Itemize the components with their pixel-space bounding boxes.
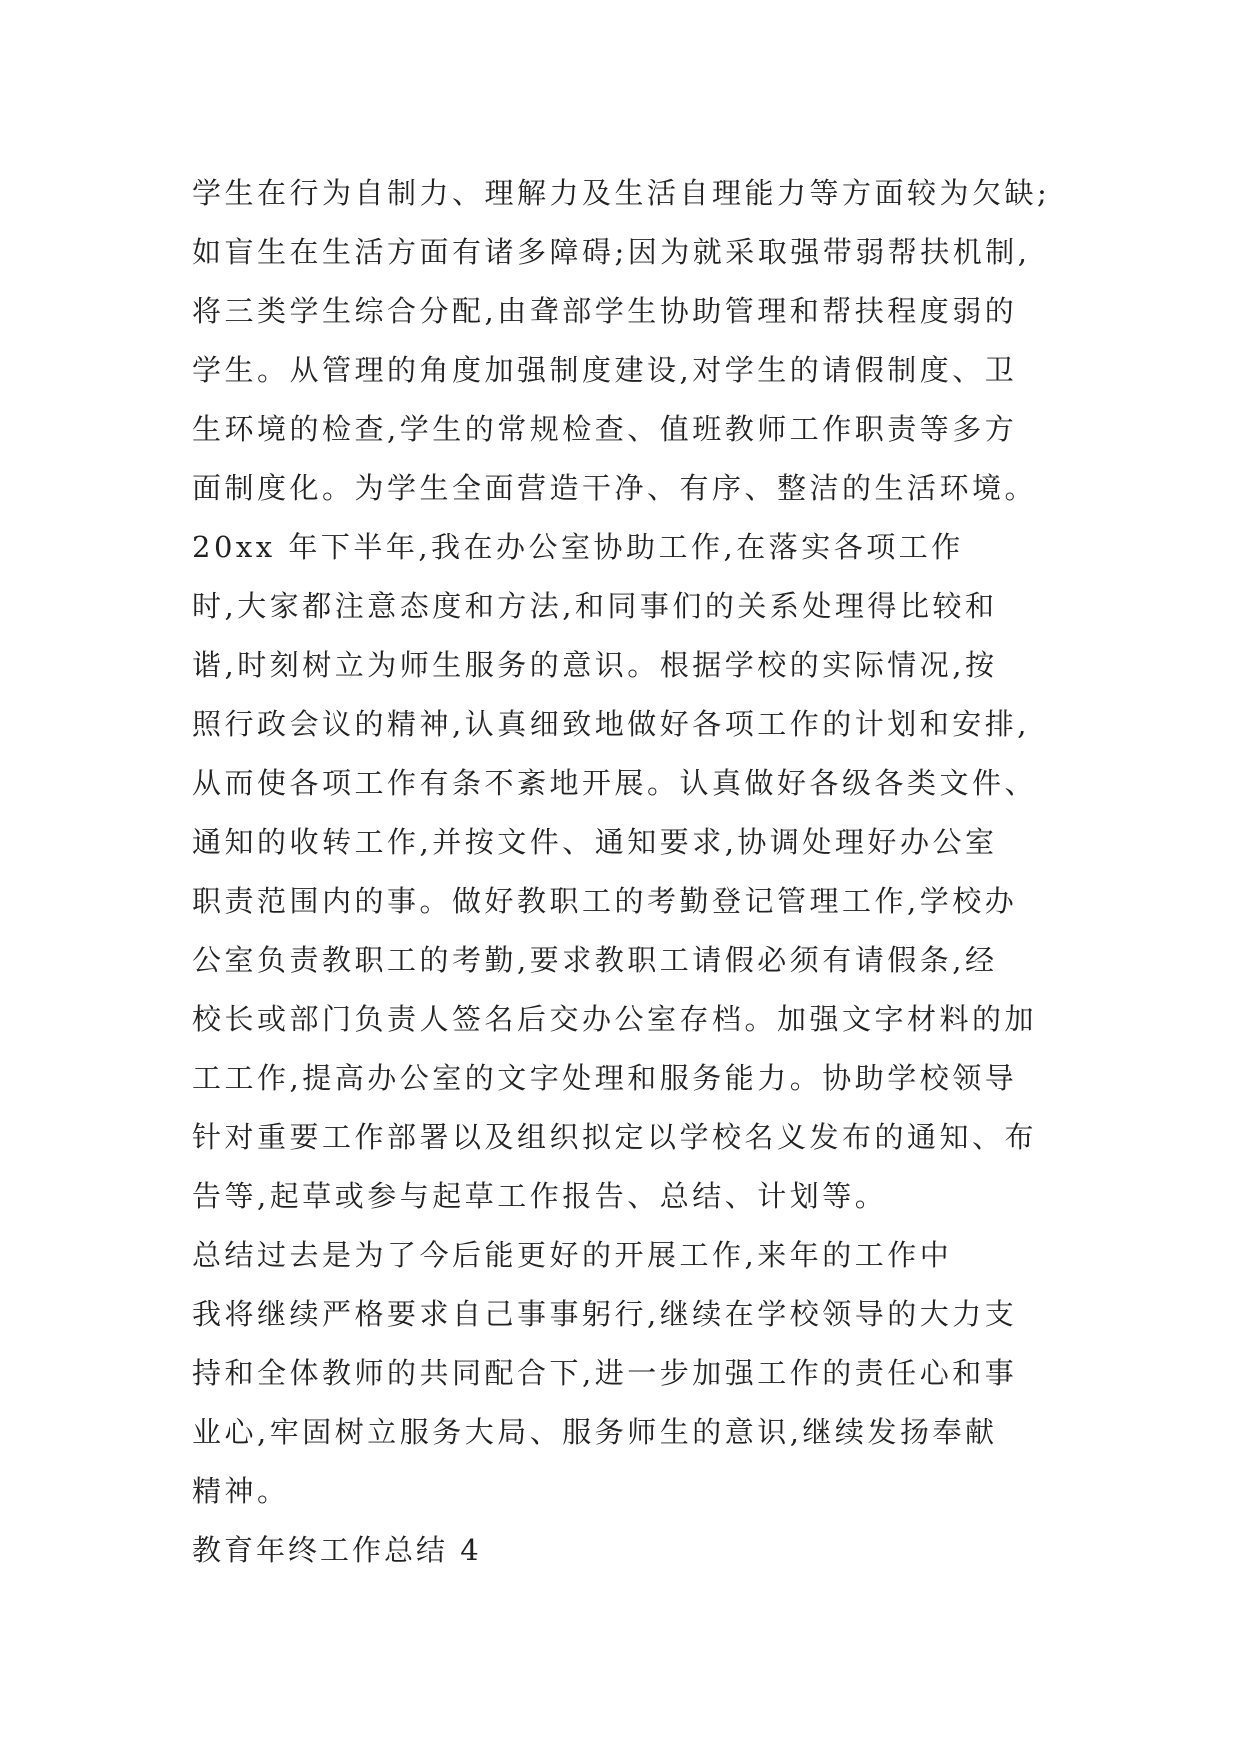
- text-line-8: 时,大家都注意态度和方法,和同事们的关系处理得比较和: [192, 589, 998, 623]
- text-line-16: 工工作,提高办公室的文字处理和服务能力。协助学校领导: [192, 1061, 1018, 1095]
- text-line-2: 如盲生在生活方面有诸多障碍;因为就采取强带弱帮扶机制,: [192, 235, 1031, 269]
- text-line-11: 从而使各项工作有条不紊地开展。认真做好各级各类文件、: [192, 766, 1038, 800]
- body-text: [192, 164, 1092, 1580]
- section-heading: 教育年终工作总结 4: [192, 1533, 482, 1567]
- text-line-3: 将三类学生综合分配,由聋部学生协助管理和帮扶程度弱的: [192, 294, 1018, 328]
- text-line-6: 面制度化。为学生全面营造干净、有序、整洁的生活环境。: [192, 471, 1038, 505]
- text-line-15: 校长或部门负责人签名后交办公室存档。加强文字材料的加: [192, 1002, 1038, 1036]
- text-line-1: 学生在行为自制力、理解力及生活自理能力等方面较为欠缺;: [192, 176, 1051, 210]
- text-line-4: 学生。从管理的角度加强制度建设,对学生的请假制度、卫: [192, 353, 1018, 387]
- text-line-22: 业心,牢固树立服务大局、服务师生的意识,继续发扬奉献: [192, 1415, 998, 1449]
- text-line-7: 20xx 年下半年,我在办公室协助工作,在落实各项工作: [192, 530, 964, 564]
- text-line-17: 针对重要工作部署以及组织拟定以学校名义发布的通知、布: [192, 1120, 1038, 1154]
- text-line-23: 精神。: [192, 1474, 290, 1508]
- text-line-14: 公室负责教职工的考勤,要求教职工请假必须有请假条,经: [192, 943, 998, 977]
- text-line-21: 持和全体教师的共同配合下,进一步加强工作的责任心和事: [192, 1356, 1018, 1390]
- text-line-18: 告等,起草或参与起草工作报告、总结、计划等。: [192, 1179, 888, 1213]
- text-line-5: 生环境的检查,学生的常规检查、值班教师工作职责等多方: [192, 412, 1018, 446]
- text-line-20: 我将继续严格要求自己事事躬行,继续在学校领导的大力支: [192, 1297, 1018, 1331]
- text-line-9: 谐,时刻树立为师生服务的意识。根据学校的实际情况,按: [192, 648, 998, 682]
- text-line-10: 照行政会议的精神,认真细致地做好各项工作的计划和安排,: [192, 707, 1030, 741]
- text-line-13: 职责范围内的事。做好教职工的考勤登记管理工作,学校办: [192, 884, 1018, 918]
- text-line-19: 总结过去是为了今后能更好的开展工作,来年的工作中: [192, 1238, 953, 1272]
- text-line-12: 通知的收转工作,并按文件、通知要求,协调处理好办公室: [192, 825, 998, 859]
